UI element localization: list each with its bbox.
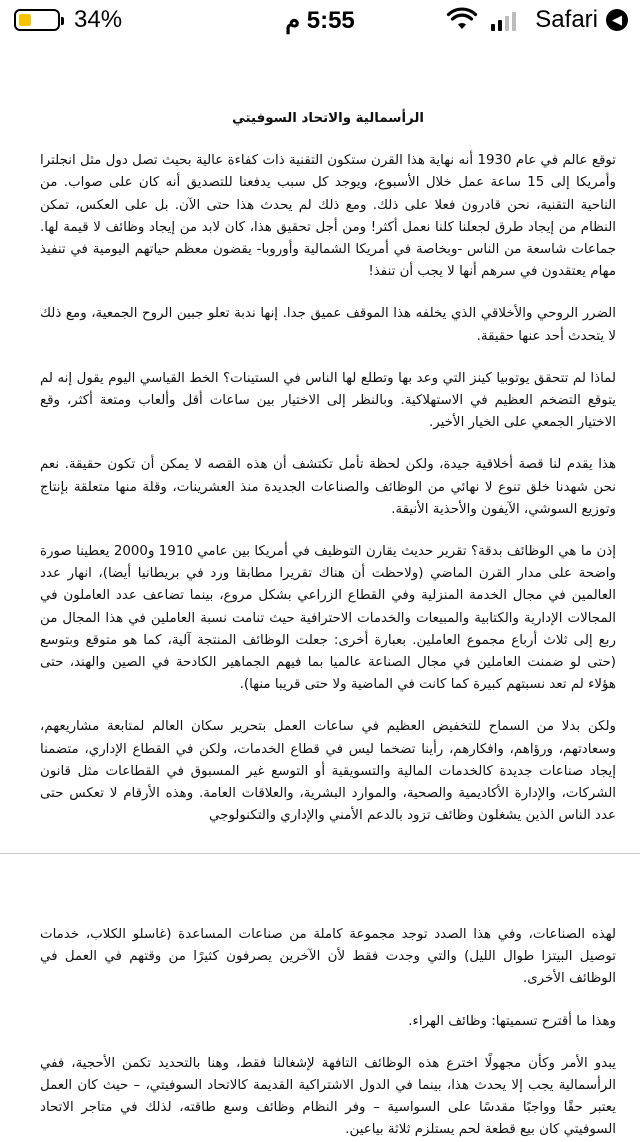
carrier-label: Safari <box>535 6 598 33</box>
page-divider <box>0 853 640 854</box>
signal-icon <box>491 9 519 31</box>
document-page-2 <box>40 924 616 1138</box>
paragraph: توقع عالم في عام 1930 أنه نهاية هذا القرن ستكون التقنية ذات كفاءة عالية بحيث تصل دول مثل انجلترا وأمريكا إلى 15 ساعة عمل خلال الأسبوع، ويوجد كل سبب يدفعنا للتصديق أنه كان على صواب. من الناحية التقنية، نحن قادرون فعلا على ذلك. ومع ذلك لم يحدث هذا حتى الآن. بل على العكس، تمكن النظام من إيجاد طرق لجعلنا كلنا نعمل أكثر! ومن أجل تحقيق هذا، كان لابد من إيجاد وظائف لا قيمة لها. جماعات شاسعة من الناس -وبخاصة في أمريكا الشمالية وأوروبا- يقضون معظم حياتهم اليومية في تنفيذ مهام يعتقدون في سرهم أنها لا يجب أن تنفذ! <box>40 153 617 280</box>
status-right-group <box>447 6 628 34</box>
paragraph: ولكن بدلا من السماح للتخفيض العظيم في ساعات العمل بتحرير سكان العالم لمتابعة مشاريعهم، وسعادتهم، ورؤاهم، وافكارهم، رأينا تضخما ليس في قطاع الخدمات، ولكن في القطاع الإداري، متضمنا إيجاد صناعات جديدة كالخدمات المالية والتسويقية أو التوسع غير المسبوق في القطاعات مثل قانون الشركات، والإدارة الأكاديمية والصحية، والموارد البشرية، والعلاقات العامة. وهذه الأرقام لا تعكس حتى عدد الناس الذين يشغلون وظائف تزود بالدعم الأمني والإداري والتكنولوجي <box>40 719 616 824</box>
document-title: الرأسمالية والاتحاد السوفيتي <box>232 111 424 126</box>
paragraph: لماذا لم تتحقق يوتوبيا كينز التي وعد بها وتطلع لها الناس في الستينات؟ الخط القياسي اليوم يقول إنه لم يتوقع التضخم العظيم في الاستهلاكية. وبالنظر إلى الاختيار بين ساعات أقل وألعاب ومتعة أكثر، وقع الاختيار الجمعي على الخيار الأخير. <box>40 370 616 431</box>
wifi-icon <box>447 9 477 31</box>
clock: 5:55 م <box>285 7 355 34</box>
back-icon[interactable]: ◀ <box>606 9 628 31</box>
paragraph: لهذه الصناعات، وفي هذا الصدد توجد مجموعة كاملة من صناعات المساعدة (غاسلو الكلاب، خدمات توصيل البيتزا طوال الليل) والتي وجدت فقط لأن الآخرين يصرفون كثيرًا من وقتهم في العمل في الوظائف الأخرى. <box>40 927 616 987</box>
paragraph: إذن ما هي الوظائف بدقة؟ تقرير حديث يقارن التوظيف في أمريكا بين عامي 1910 و2000 يعطينا صورة واضحة على مدار القرن الماضي (ولاحظت أن هناك تقريرا مطابقا ورد في بريطانيا أيضا)، انهار عدد العالمين في مجال الخدمة المنزلية وفي القطاع الزراعي بشكل مروع، بينما تضاعف عدد العاملون في المجالات الإدارية والكتابية والمبيعات والخدمات الاحترافية حيث تنامت نسبة العاملين في هذا المجال من ربع إلى ثلاث أرباع مجموع العاملين. بعبارة أخرى: جعلت الوظائف المنتجة آلية، كما هو متوقع وبتوسع (حتى لو ضمنت العاملين في مجال الصناعة عالميا بما فيهم الجماهير الكادحة في الصين والهند، حتى هؤلاء لم تعد نسبتهم كبيرة كما كانت في الماضية ولا حتى قريبا منها). <box>40 544 616 693</box>
paragraph: وهذا ما أقترح تسميتها: وظائف الهراء. <box>408 1013 616 1029</box>
paragraph: يبدو الأمر وكأن مجهولًا اخترع هذه الوظائف التافهة لإشغالنا فقط، وهنا بالتحديد تكمن الأحجية، ففي الرأسمالية يجب إلا يحدث هذا، بينما في الدول الاشتراكية القديمة كالاتحاد السوفيتي، – حيث كان العمل يعتبر حقًا وواجبًا مقدسًا على السواسية – وفر النظام وظائف وسع طاقته، لذلك في متاجر الاتحاد السوفيتي كان بيع قطعة لحم يستلزم ثلاثة بياعين. <box>40 1055 616 1138</box>
paragraph: هذا يقدم لنا قصة أخلاقية جيدة، ولكن لحظة تأمل تكتشف أن هذه القصه لا يمكن أن تكون حقيقة. نعم نحن شهدنا خلق تنوع لا نهائي من الوظائف والصناعات الجديدة منذ العشرينات، وقلة منها متعلقة بإنتاج وتوزيع السوشي، الآيفون والأحذية الأنيقة. <box>40 457 616 517</box>
status-bar <box>0 0 640 40</box>
battery-percent: 34% <box>74 6 123 33</box>
document-page-1 <box>40 108 616 833</box>
paragraph: الضرر الروحي والأخلاقي الذي يخلفه هذا الموقف عميق جدا. إنها ندبة تعلو جبين الروح الجمعية، ومع ذلك لا يتحدث أحد عنها حقيقة. <box>40 306 616 344</box>
